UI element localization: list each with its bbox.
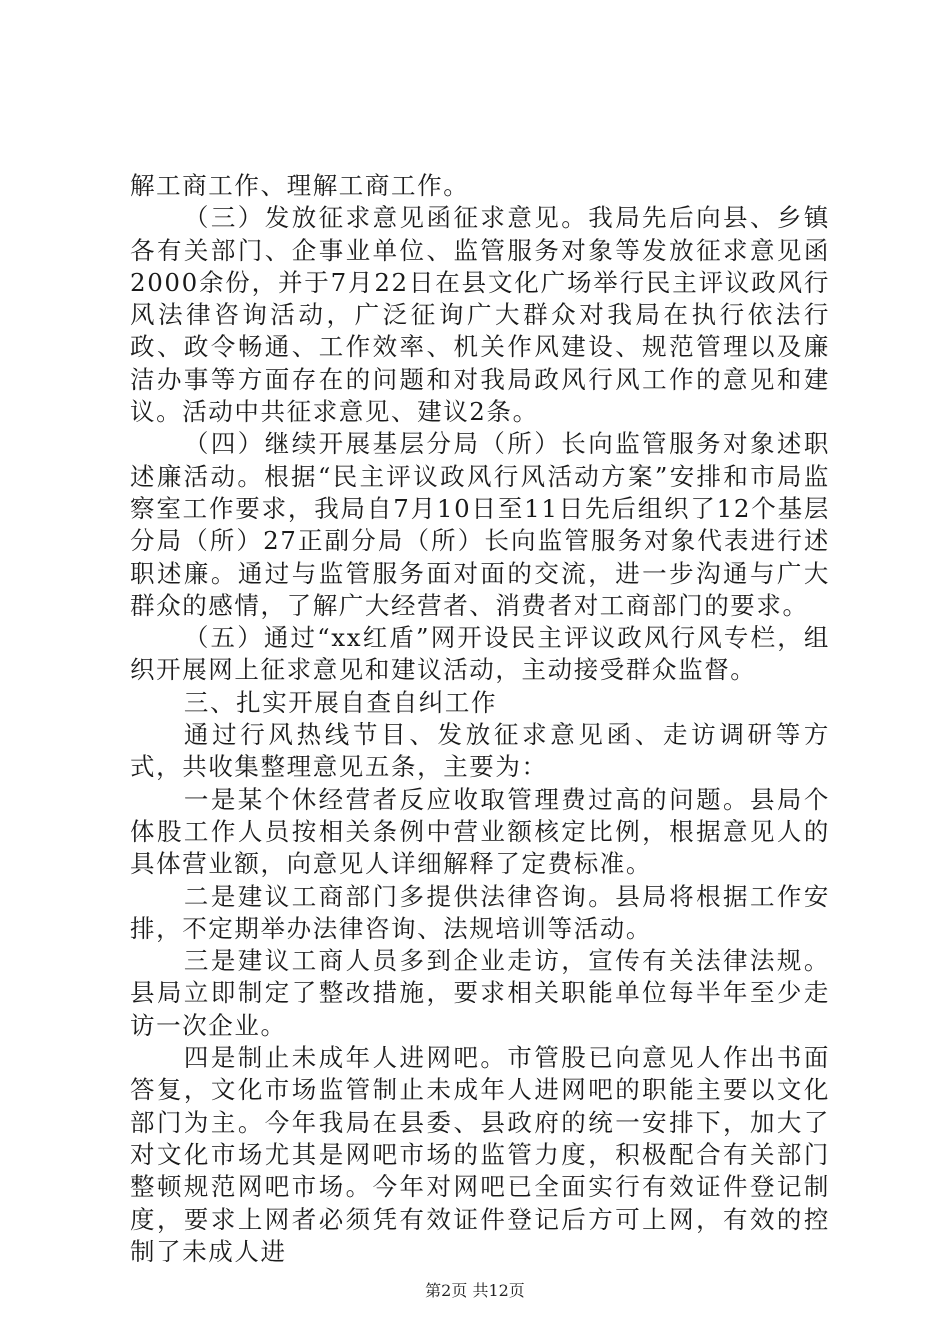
paragraph-intro: 通过行风热线节目、发放征求意见函、走访调研等方式，共收集整理意见五条，主要为： — [130, 720, 830, 782]
paragraph-opinion-3: 三是建议工商人员多到企业走访，宣传有关法律法规。县局立即制定了整改措施，要求相关职能单位每半年至少走访一次企业。 — [130, 946, 830, 1040]
page-number-footer: 第2页 共12页 — [425, 1281, 525, 1300]
document-body — [130, 170, 830, 1268]
paragraph-item-3: （三）发放征求意见函征求意见。我局先后向县、乡镇各有关部门、企事业单位、监管服务对象等发放征求意见函2000余份，并于7月22日在县文化广场举行民主评议政风行风法律咨询活动，广泛征询广大群众对我局在执行依法行政、政令畅通、工作效率、机关作风建设、规范管理以及廉洁办事等方面存在的问题和对我局政风行风工作的意见和建议。活动中共征求意见、建议2条。 — [130, 203, 830, 427]
paragraph-opinion-1: 一是某个休经营者反应收取管理费过高的问题。县局个体股工作人员按相关条例中营业额核定比例，根据意见人的具体营业额，向意见人详细解释了定费标准。 — [130, 784, 830, 879]
section-heading-3: 三、扎实开展自查自纠工作 — [183, 687, 498, 717]
paragraph-item-5: （五）通过“xx红盾”网开设民主评议政风行风专栏，组织开展网上征求意见和建议活动，主动接受群众监督。 — [130, 623, 830, 685]
paragraph-opinion-2: 二是建议工商部门多提供法律咨询。县局将根据工作安排，不定期举办法律咨询、法规培训等活动。 — [130, 881, 830, 943]
paragraph-item-4: （四）继续开展基层分局（所）长向监管服务对象述职述廉活动。根据“民主评议政风行风活动方案”安排和市局监察室工作要求，我局自7月10日至11日先后组织了12个基层分局（所）27正副分局（所）长向监管服务对象代表进行述职述廉。通过与监管服务面对面的交流，进一步沟通与广大群众的感情，了解广大经营者、消费者对工商部门的要求。 — [130, 429, 830, 620]
paragraph-opinion-4: 四是制止未成年人进网吧。市管股已向意见人作出书面答复，文化市场监管制止未成年人进网吧的职能主要以文化部门为主。今年我局在县委、县政府的统一安排下，加大了对文化市场尤其是网吧市场的监管力度，积极配合有关部门整顿规范网吧市场。今年对网吧已全面实行有效证件登记制度，要求上网者必须凭有效证件登记后方可上网，有效的控制了未成人进 — [130, 1043, 830, 1266]
paragraph-continuation: 解工商工作、理解工商工作。 — [130, 171, 470, 200]
